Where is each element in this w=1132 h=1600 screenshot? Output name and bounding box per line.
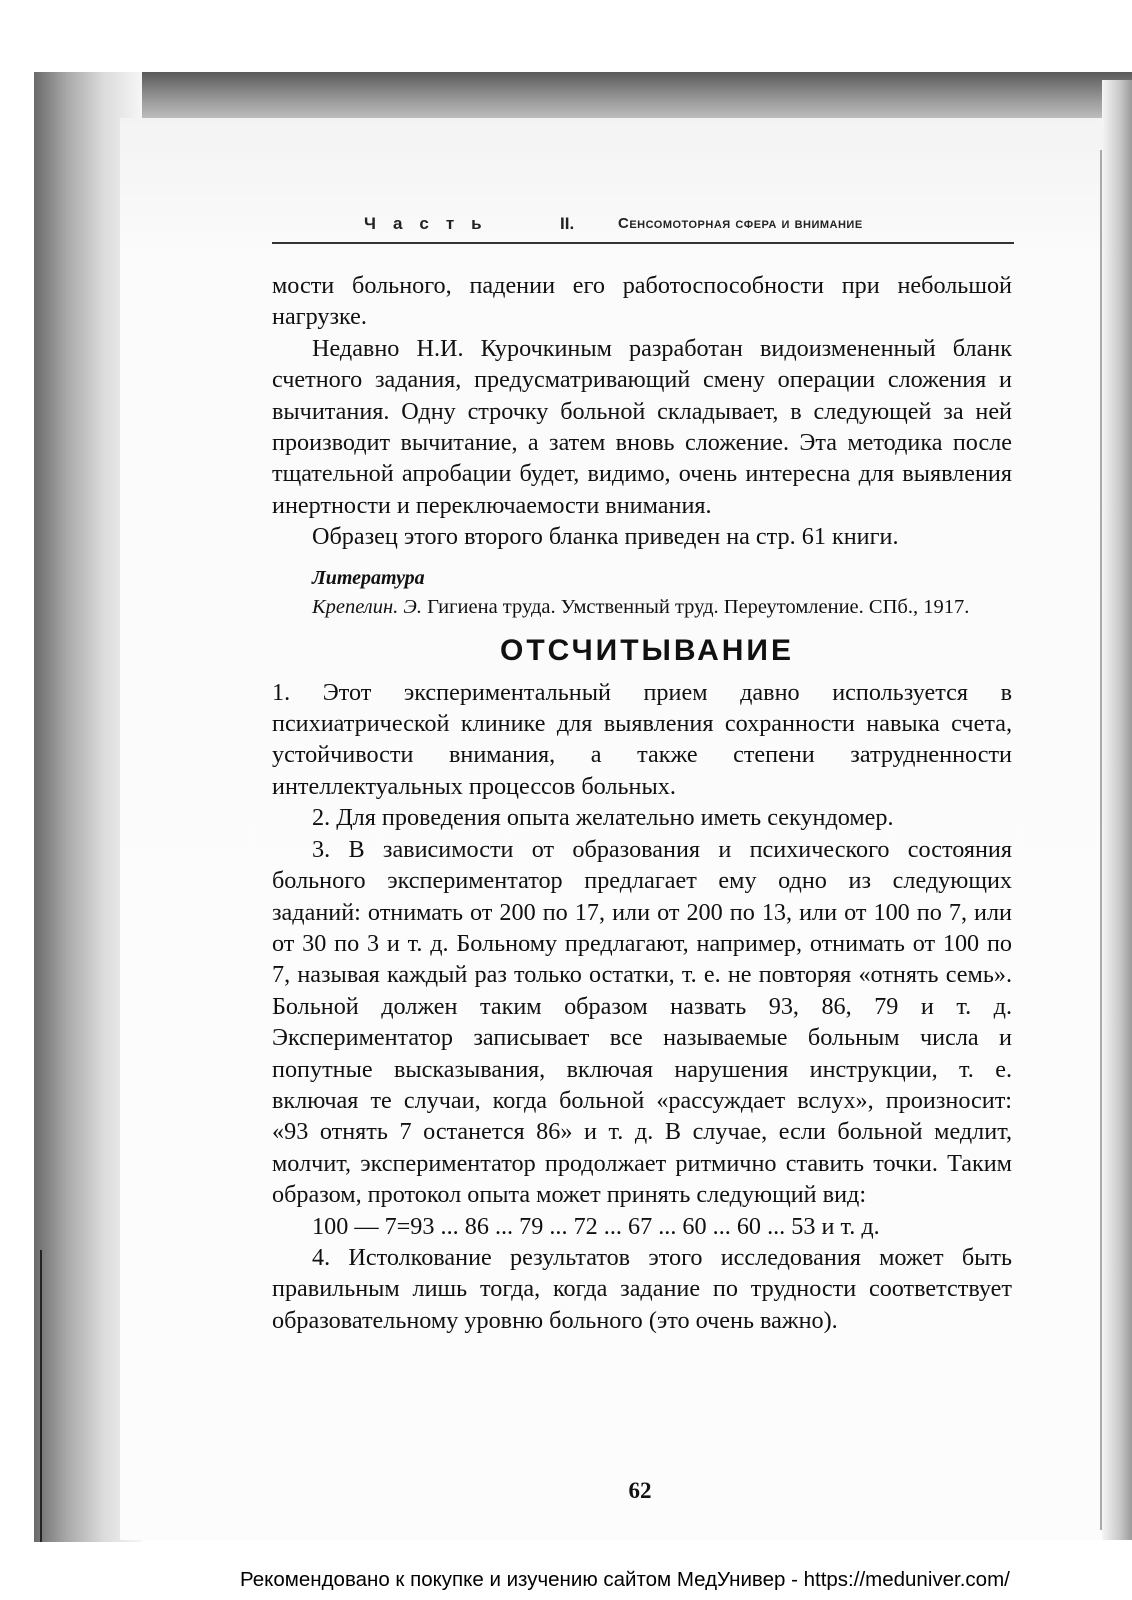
paragraph-continuation: мости больного, падении его работоспособности при небольшой нагрузке. — [272, 272, 1012, 331]
running-head-section: Сенсомоторная сфера и внимание — [618, 215, 863, 232]
footer-watermark: Рекомендовано к покупке и изучению сайтом МедУнивер - https://meduniver.com/ — [240, 1568, 1010, 1591]
running-head — [272, 212, 1014, 244]
section-paragraph-1: 1. Этот экспериментальный прием давно используется в психиатрической клинике для выявления сохранности навыка счета, устойчивости внимания, а также степени затрудненности интеллектуальных процессов больных. — [272, 678, 1012, 800]
section-title: ОТСЧИТЫВАНИЕ — [500, 633, 794, 667]
page-number: 62 — [628, 1478, 652, 1503]
paragraph-kurochkin: Недавно Н.И. Курочкиным разработан видоизмененный бланк счетного задания, предусматривающий смену операции сложения и вычитания. Одну строчку больной складывает, в следующей за ней производит вычитание, а затем вновь сложение. Эта методика после тщательной апробации будет, видимо, очень интересна для выявления инертности и переключаемости внимания. — [272, 334, 1012, 519]
section-paragraph-2: 2. Для проведения опыта желательно иметь секундомер. — [312, 804, 894, 832]
page-body — [272, 270, 1012, 1336]
paragraph-sample-form: Образец этого второго бланка приведен на стр. 61 книги. — [312, 523, 899, 551]
scan-edge-line-right — [1100, 150, 1102, 1530]
section-paragraph-4: 4. Истолкование результатов этого исследования может быть правильным лишь тогда, когда задание по трудности соответствует образовательному уровню больного (это очень важно). — [272, 1243, 1012, 1334]
literature-entry — [272, 594, 1012, 621]
running-head-part: Часть — [364, 214, 499, 233]
literature-heading: Литература — [312, 566, 425, 589]
scan-edge-line-left — [40, 1250, 42, 1542]
section-paragraph-3: 3. В зависимости от образования и психического состояния больного экспериментатор предлагает ему одно из следующих заданий: отнимать от 200 по 17, или от 200 по 13, или от 100 по 7, или от 30 по 3 и т. д. Больному предлагают, например, отнимать от 100 по 7, называя каждый раз только остатки, т. е. не повторяя «отнять семь». Больной должен таким образом назвать 93, 86, 79 и т. д. Экспериментатор записывает все называемые больным числа и попутные высказывания, включая нарушения инструкции, т. е. включая те случаи, когда больной «рассуждает вслух», произносит: «93 отнять 7 останется 86» и т. д. В случае, если больной медлит, молчит, экспериментатор продолжает ритмично ставить точки. Таким образом, протокол опыта может принять следующий вид: — [272, 835, 1012, 1209]
literature-author: Крепелин. Э. — [312, 595, 422, 618]
literature-entry-text: Гигиена труда. Умственный труд. Переутомление. СПб., 1917. — [421, 595, 970, 618]
running-head-part-number: II. — [560, 214, 575, 233]
scan-shadow-right — [1102, 80, 1132, 1540]
protocol-example: 100 — 7=93 ... 86 ... 79 ... 72 ... 67 ... 60 ... 60 ... 53 и т. д. — [312, 1212, 880, 1240]
